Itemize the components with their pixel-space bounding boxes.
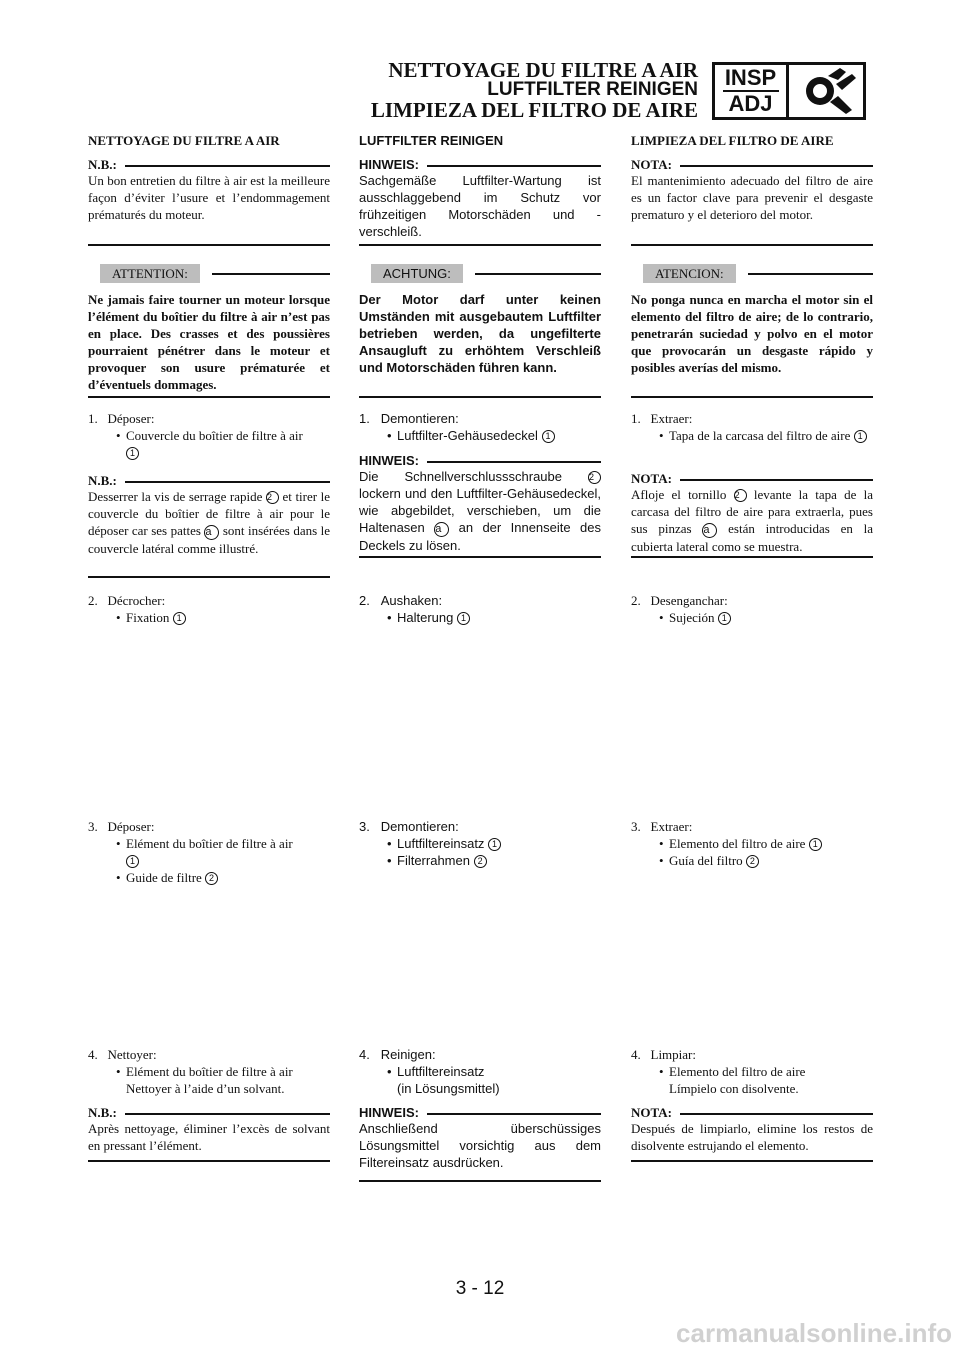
note-text-fr-1: Un bon entretien du filtre à air est la meilleure façon d’éviter l’usure et l’endommagement prématurés du moteur. xyxy=(88,173,330,222)
badge-bottom: ADJ xyxy=(728,91,773,116)
warning-text-fr: Ne jamais faire tourner un moteur lorsque l’élément du boîtier du filtre à air n’est pas en place. Des crasses et des poussières pourraient pénétrer dans le moteur et provoquer son usure prématurée et d’éventuels dommages. xyxy=(88,292,330,392)
note-text-es-1: El mantenimiento adecuado del filtro de aire es un factor clave para prevenir el desgaste prematuro y el deterioro del motor. xyxy=(631,173,873,222)
step-4-es: 4. Limpiar: • Elemento del filtro de aire Límpielo con disolvente. xyxy=(631,1046,873,1097)
badge-text xyxy=(715,65,789,117)
note-rule xyxy=(88,1160,330,1162)
warning-rule xyxy=(359,396,601,398)
warning-header-fr xyxy=(88,264,330,283)
note-header-fr-1 xyxy=(88,156,330,173)
note-header-fr-2: N.B.: xyxy=(88,472,330,489)
note-rule xyxy=(88,244,330,246)
note-header-de-1: HINWEIS: xyxy=(359,156,601,173)
note-rule xyxy=(359,556,601,558)
watermark: carmanualsonline.info xyxy=(676,1318,952,1348)
step-1-de: 1. Demontieren: • Luftfilter-Gehäusedeckel 1 xyxy=(359,410,601,444)
step-item: • Couvercle du boîtier de filtre à air xyxy=(88,427,330,444)
header-title-fr: NETTOYAGE DU FILTRE A AIR xyxy=(388,58,698,82)
page-header-titles xyxy=(371,60,698,120)
step-2-fr: 2. Décrocher: • Fixation 1 xyxy=(88,592,330,626)
step-4-fr: 4. Nettoyer: • Elément du boîtier de filtre à air Nettoyer à l’aide d’un solvant. xyxy=(88,1046,330,1097)
note-header-es-3: NOTA: xyxy=(631,1104,873,1121)
note-text-de-3: Anschließend überschüssiges Lösungsmittel vorsichtig aus dem Filtereinsatz ausdrücken. xyxy=(359,1121,601,1170)
section-title-es: LIMPIEZA DEL FILTRO DE AIRE xyxy=(631,133,834,148)
section-title-fr: NETTOYAGE DU FILTRE A AIR xyxy=(88,133,280,148)
note-header-de-3: HINWEIS: xyxy=(359,1104,601,1121)
note-rule xyxy=(359,244,601,246)
step-2-de: 2. Aushaken: • Halterung 1 xyxy=(359,592,601,626)
note-header-de-2: HINWEIS: xyxy=(359,452,601,469)
warning-label: ATTENTION: xyxy=(100,264,200,283)
step-3-de: 3. Demontieren: • Luftfiltereinsatz 1 • Filterrahmen 2 xyxy=(359,818,601,869)
badge-top: INSP xyxy=(724,65,777,90)
warning-header-de: ACHTUNG: xyxy=(359,264,601,283)
warning-rule xyxy=(88,396,330,398)
note-rule xyxy=(631,556,873,558)
step-1-fr xyxy=(88,410,330,461)
note-label: N.B.: xyxy=(88,157,117,172)
header-title-de: LUFTFILTER REINIGEN xyxy=(487,79,698,100)
header-title-es: LIMPIEZA DEL FILTRO DE AIRE xyxy=(370,98,698,122)
note-text-fr-3: Après nettoyage, éliminer l’excès de solvant en pressant l’élément. xyxy=(88,1121,330,1153)
step-4-de: 4. Reinigen: • Luftfiltereinsatz (in Lösungsmittel) xyxy=(359,1046,601,1097)
wrench-icon xyxy=(789,65,863,117)
warning-rule xyxy=(631,396,873,398)
note-rule xyxy=(359,1180,601,1182)
note-text-es-2: Afloje el tornillo 2 levante la tapa de la carcasa del filtro de aire para extraerla, pues sus pinzas a están introducidas en la cubierta lateral como se muestra. xyxy=(631,487,874,554)
page-number: 3 - 12 xyxy=(455,1278,505,1299)
step-2-es: 2. Desenganchar: • Sujeción 1 xyxy=(631,592,873,626)
note-text-de-2: Die Schnellverschlussschraube 2 lockern und den Luftfilter-Gehäusedeckel, wie abgebildet, verschieben, um die Haltenasen a an der Innenseite des Deckels zu lösen. xyxy=(359,469,601,553)
warning-text-de: Der Motor darf unter keinen Umständen mit ausgebautem Luftfilter betrieben werden, da ungefilterte Ansaugluft zu erhöhtem Verschleiß und Motorschäden führen kann. xyxy=(359,292,601,375)
step-3-fr: 3. Déposer: • Elément du boîtier de filtre à air 1 • Guide de filtre 2 xyxy=(88,818,330,886)
note-header-es-2: NOTA: xyxy=(631,470,873,487)
section-title-de: LUFTFILTER REINIGEN xyxy=(359,133,504,148)
step-3-es: 3. Extraer: • Elemento del filtro de aire 1 • Guía del filtro 2 xyxy=(631,818,873,869)
note-text-es-3: Después de limpiarlo, elimine los restos de disolvente estrujando el elemento. xyxy=(631,1121,873,1153)
note-rule xyxy=(631,244,873,246)
note-rule xyxy=(88,576,330,578)
ref-1: 1 xyxy=(88,444,330,461)
note-rule xyxy=(631,1160,873,1162)
note-header-es-1: NOTA: xyxy=(631,156,873,173)
step-1-es: 1. Extraer: • Tapa de la carcasa del filtro de aire 1 xyxy=(631,410,873,444)
note-header-fr-3: N.B.: xyxy=(88,1104,330,1121)
insp-adj-badge xyxy=(712,62,866,120)
warning-header-es: ATENCION: xyxy=(631,264,873,283)
warning-text-es: No ponga nunca en marcha el motor sin el elemento del filtro de aire; de lo contrario, penetrarán suciedad y polvo en el motor que provocarán un desgaste rápido y posibles averías del mismo. xyxy=(631,292,873,375)
note-text-de-1: Sachgemäße Luftfilter-Wartung ist ausschlaggebend im Schutz vor frühzeitigen Motorschäden und -verschleiß. xyxy=(359,173,601,239)
note-text-fr-2: Desserrer la vis de serrage rapide 2 et tirer le couvercle du boîtier de filtre à air pour le déposer car ses pattes a sont insérées dans le couvercle latéral comme illustré. xyxy=(88,489,331,556)
step-line: 1. Déposer: xyxy=(88,411,155,426)
